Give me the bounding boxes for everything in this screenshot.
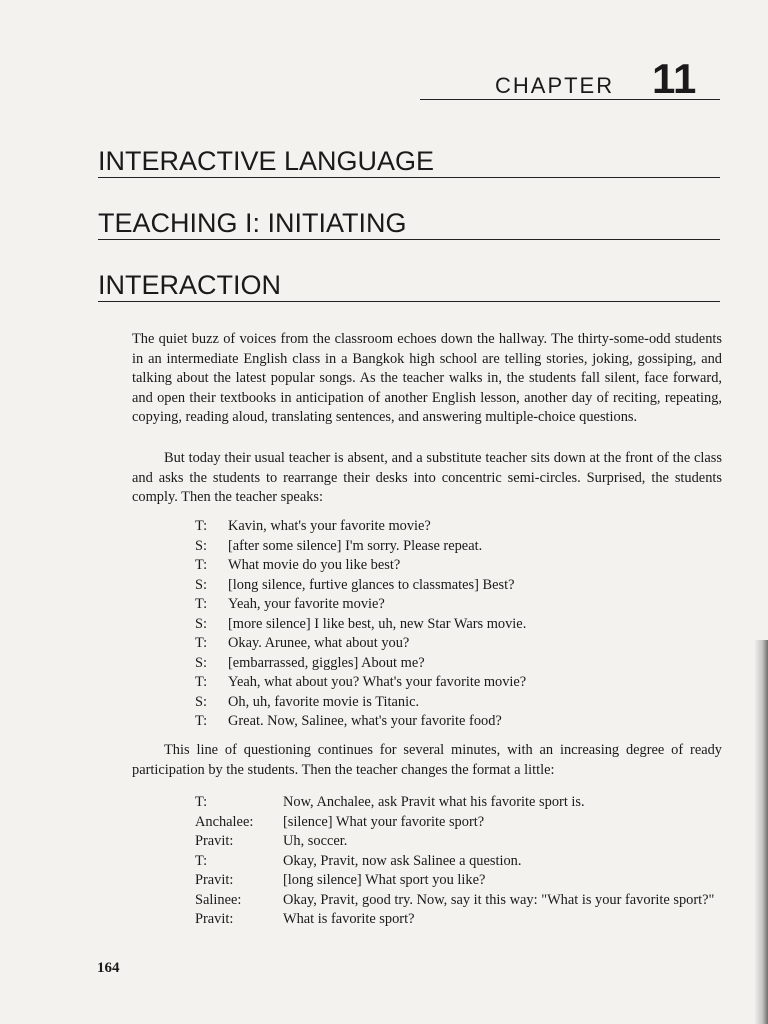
dialogue-row	[195, 852, 715, 872]
dialogue-line: Kavin, what's your favorite movie?	[228, 518, 431, 534]
dialogue-line: Okay, Pravit, now ask Salinee a question.	[283, 852, 522, 869]
dialogue-row	[195, 654, 715, 674]
dialogue-line: What is favorite sport?	[283, 911, 415, 927]
chapter-number: 11	[652, 55, 697, 102]
speaker: T:	[195, 518, 208, 534]
dialogue-line: Okay. Arunee, what about you?	[228, 635, 410, 651]
dialogue-row	[195, 673, 715, 693]
dialogue-line: Uh, soccer.	[283, 833, 348, 849]
dialogue-line: [embarrassed, giggles] About me?	[228, 654, 425, 671]
speaker: Pravit:	[195, 833, 234, 849]
speaker: S:	[195, 615, 208, 632]
chapter-word: CHAPTER	[495, 73, 615, 98]
speaker: Anchalee:	[195, 813, 254, 830]
dialogue-row	[195, 871, 715, 891]
dialogue-student-student	[195, 793, 715, 930]
dialogue-line: [silence] What your favorite sport?	[283, 813, 485, 830]
speaker: T:	[195, 557, 208, 573]
dialogue-line: Now, Anchalee, ask Pravit what his favorite sport is.	[283, 794, 585, 810]
dialogue-line: [long silence, furtive glances to classmates] Best?	[228, 576, 515, 593]
dialogue-line: [after some silence] I'm sorry. Please repeat.	[228, 537, 483, 554]
speaker: T:	[195, 852, 208, 869]
dialogue-row	[195, 634, 715, 654]
dialogue-line: Okay, Pravit, good try. Now, say it this way: "What is your favorite sport?"	[283, 891, 715, 908]
dialogue-line: Yeah, your favorite movie?	[228, 596, 385, 612]
dialogue-row	[195, 793, 715, 813]
speaker: Pravit:	[195, 911, 234, 927]
dialogue-row	[195, 556, 715, 576]
dialogue-row	[195, 576, 715, 596]
chapter-heading	[420, 55, 720, 102]
dialogue-row	[195, 517, 715, 537]
dialogue-line: [long silence] What sport you like?	[283, 872, 486, 888]
dialogue-row	[195, 693, 715, 713]
page-number: 164	[97, 960, 120, 976]
speaker: Pravit:	[195, 872, 234, 888]
scan-shadow-edge	[754, 640, 768, 1024]
speaker: Salinee:	[195, 891, 242, 908]
speaker: T:	[195, 794, 208, 810]
speaker: S:	[195, 537, 208, 554]
dialogue-row	[195, 615, 715, 635]
dialogue-line: [more silence] I like best, uh, new Star Wars movie.	[228, 615, 527, 632]
speaker: S:	[195, 576, 208, 593]
speaker: T:	[195, 713, 208, 729]
paragraph-format-change: This line of questioning continues for several minutes, with an increasing degree of ready participation by the students. Then the teacher changes the format a little:	[132, 742, 722, 778]
title-line-3: INTERACTION	[98, 268, 720, 302]
dialogue-row	[195, 712, 715, 732]
dialogue-row	[195, 595, 715, 615]
title-line-1: INTERACTIVE LANGUAGE	[98, 144, 720, 178]
dialogue-row	[195, 537, 715, 557]
dialogue-row	[195, 910, 715, 930]
speaker: T:	[195, 635, 208, 651]
dialogue-row	[195, 891, 715, 911]
dialogue-teacher-students	[195, 517, 715, 732]
dialogue-row	[195, 813, 715, 833]
dialogue-line: Yeah, what about you? What's your favorite movie?	[228, 674, 527, 690]
paragraph-intro: The quiet buzz of voices from the classroom echoes down the hallway. The thirty-some-odd students in an intermediate English class in a Bangkok high school are telling stories, joking, gossiping, and talking about the latest popular songs. As the teacher walks in, the students fall silent, face forward, and open their textbooks in anticipation of another English lesson, another day of reciting, repeating, copying, reading aloud, translating sentences, and answering multiple-choice questions.	[132, 331, 722, 425]
dialogue-line: Oh, uh, favorite movie is Titanic.	[228, 693, 420, 710]
dialogue-row	[195, 832, 715, 852]
speaker: T:	[195, 596, 208, 612]
dialogue-line: What movie do you like best?	[228, 557, 401, 573]
speaker: S:	[195, 654, 208, 671]
speaker: T:	[195, 674, 208, 690]
paragraph-substitute: But today their usual teacher is absent, and a substitute teacher sits down at the front of the class and asks the students to rearrange their desks into concentric semi-circles. Surprised, the students comply. Then the teacher speaks:	[132, 450, 722, 505]
title-line-2: TEACHING I: INITIATING	[98, 206, 720, 240]
speaker: S:	[195, 693, 208, 710]
dialogue-line: Great. Now, Salinee, what's your favorite food?	[228, 713, 502, 729]
